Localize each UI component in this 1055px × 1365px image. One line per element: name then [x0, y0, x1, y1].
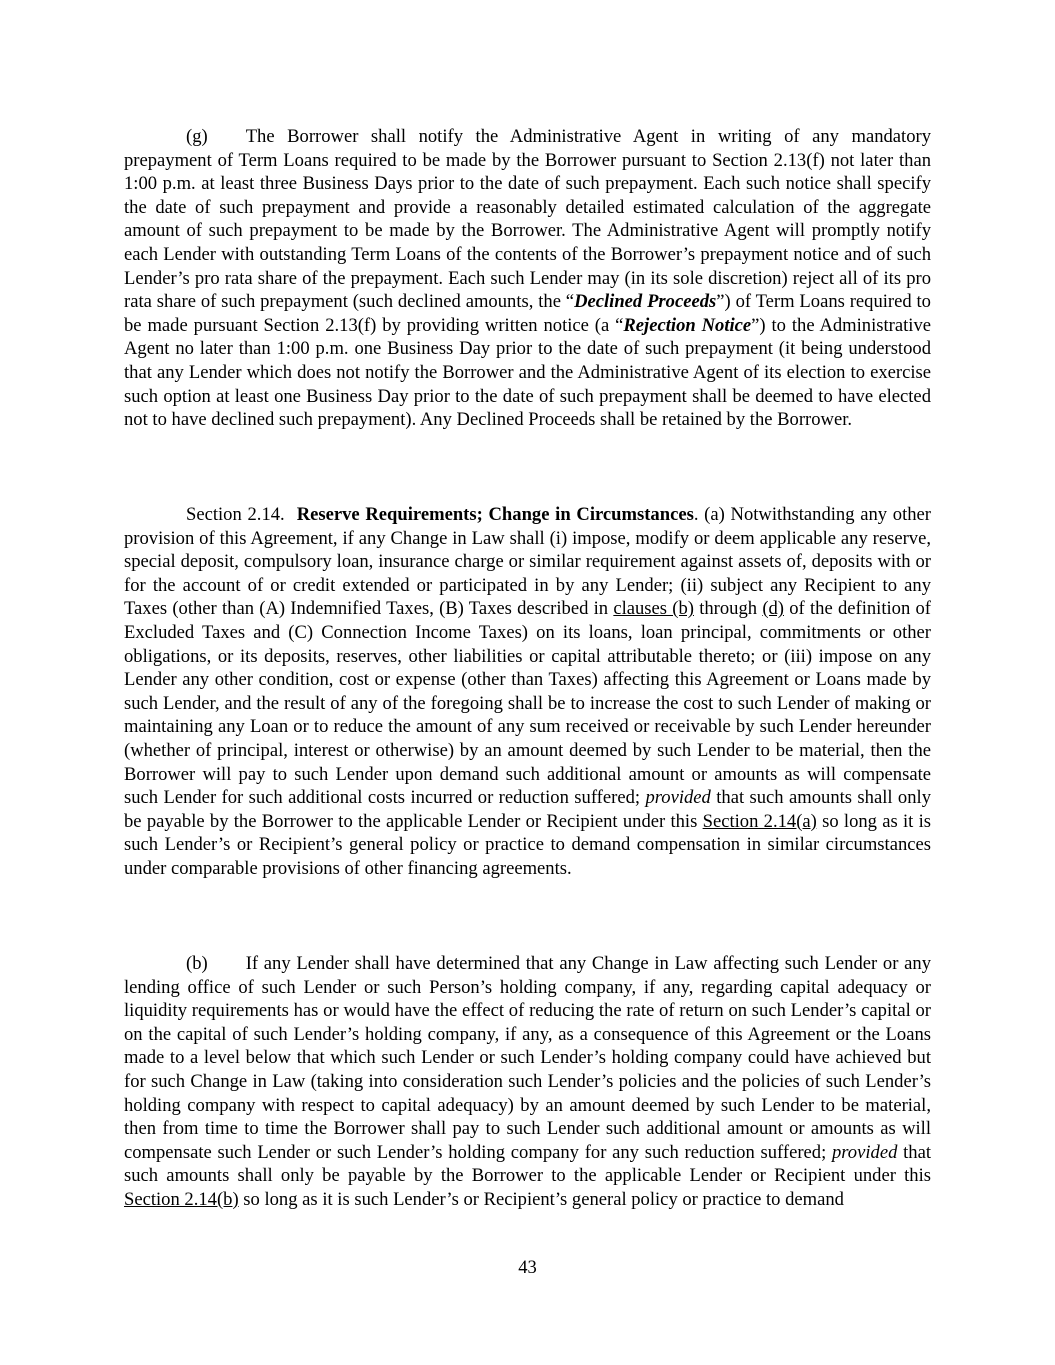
defined-term-rejection-notice: Rejection Notice [623, 314, 752, 336]
section-text: . (a) Notwithstanding any other provision of this Agreement, if any Change in Law shall (i) impose, modify or deem applicable any reserve, special deposit, compulsory loan, insurance charge or similar requirement against assets of, deposits with or for the account of or credit extended or participated in by any Lender; (ii) subject any Recipient to any Taxes (other than (A) Indemnified Taxes, (B) Taxes described in [124, 504, 931, 620]
paragraph-g [124, 125, 931, 432]
section-heading: Reserve Requirements; Change in Circumstances [296, 504, 694, 525]
paragraph-g-text: ”) of Term Loans required to be made pursuant Section 2.13(f) by providing written notice (a “ [124, 291, 931, 336]
paragraph-g-text: The Borrower shall notify the Administrative Agent in writing of any mandatory prepayment of Term Loans required to be made by the Borrower pursuant to Section 2.13(f) not later than 1:00 p.m. at least three Business Days prior to the date of such prepayment. Each such notice shall specify the date of such prepayment and provide a reasonably detailed estimated calculation of the aggregate amount of such prepayment to be made by the Borrower. The Administrative Agent will promptly notify each Lender with outstanding Term Loans of the contents of the Borrower’s prepayment notice and of such Lender’s pro rata share of the prepayment. Each such Lender may (in its sole discretion) reject all of its pro rata share of such prepayment (such declined amounts, the “ [124, 126, 931, 313]
section-text: of the definition of Excluded Taxes and (C) Connection Income Taxes) on its loans, loan principal, commitments or other obligations, or its deposits, reserves, other liabilities or capital attributable thereto; or (iii) impose on any Lender any other condition, cost or expense (other than Taxes) affecting this Agreement or Loans made by such Lender, and the result of any of the foregoing shall be to increase the cost to such Lender of making or maintaining any Loan or to reduce the amount of any sum received or receivable by such Lender hereunder (whether of principal, interest or otherwise) by an amount deemed by such Lender to be material, then the Borrower will pay to such Lender upon demand such additional amount or amounts as will compensate such Lender for such additional costs incurred or reduction suffered; [124, 598, 931, 809]
section-text: so long as it is such Lender’s or Recipient’s general policy or practice to demand compensation in similar circumstances under comparable provisions of other financing agreements. [124, 810, 931, 879]
section-number: Section 2.14. [186, 504, 285, 525]
cross-reference-section-2-14a: Section 2.14(a) [702, 810, 817, 832]
paragraph-b-text: that such amounts shall only be payable by the Borrower to the applicable Lender or Recipient under this [124, 1141, 931, 1187]
page-number: 43 [518, 1257, 537, 1278]
cross-reference-section-2-14b: Section 2.14(b) [124, 1188, 239, 1210]
paragraph-b-text: so long as it is such Lender’s or Recipient’s general policy or practice to demand [238, 1188, 844, 1210]
defined-term-declined-proceeds: Declined Proceeds [574, 291, 717, 313]
paragraph-g-label: (g) [186, 126, 208, 147]
cross-reference-d: (d) [762, 598, 784, 620]
paragraph-b-text: If any Lender shall have determined that any Change in Law affecting such Lender or any lending office of such Lender or such Person’s holding company, if any, regarding capital adequacy or liquidity requirements has or would have the effect of reducing the rate of return on such Lender’s capital or on the capital of such Lender’s holding company, if any, as a consequence of this Agreement or the Loans made to a level below that which such Lender or such Lender’s holding company could have achieved but for such Change in Law (taking into consideration such Lender’s policies and the policies of such Lender’s holding company with respect to capital adequacy) by an amount deemed by such Lender to be material, then from time to time the Borrower shall pay to such Lender such additional amount or amounts as will compensate such Lender or such Lender’s holding company for any such reduction suffered; [124, 953, 931, 1163]
paragraph-g-text: ”) to the Administrative Agent no later than 1:00 p.m. one Business Day prior to the date of such prepayment (it being understood that any Lender which does not notify the Borrower and the Administrative Agent of its election to exercise such option at least one Business Day prior to the date of such prepayment shall be deemed to have elected not to have declined such prepayment). Any Declined Proceeds shall be retained by the Borrower. [124, 314, 932, 431]
section-text: through [693, 598, 763, 620]
section-2-14 [124, 503, 931, 881]
cross-reference-clauses-b: clauses (b) [613, 598, 694, 620]
provided-term: provided [831, 1141, 898, 1163]
provided-term: provided [645, 787, 711, 809]
section-text: that such amounts shall only be payable by the Borrower to the applicable Lender or Recipient under this [124, 787, 931, 832]
paragraph-b [124, 952, 931, 1212]
paragraph-b-label: (b) [186, 953, 208, 974]
